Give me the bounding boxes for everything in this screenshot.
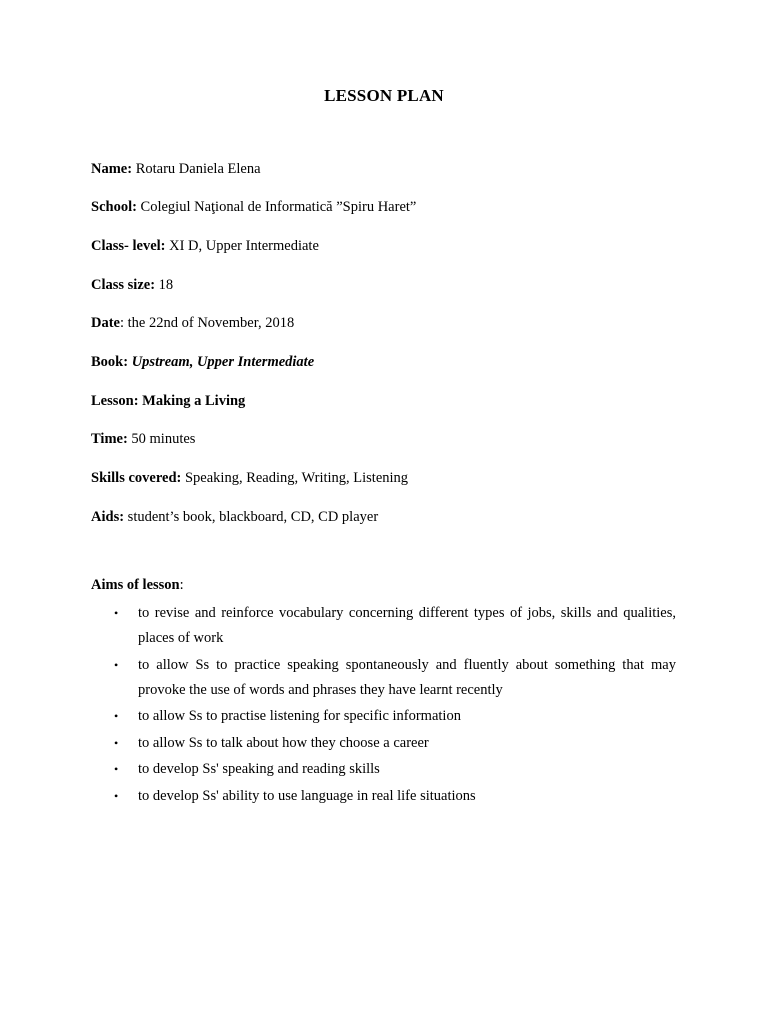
bullet-icon: • [114,788,119,803]
field-class-level-label: Class- level: [91,238,166,254]
field-school-value: Colegiul Naţional de Informatică ”Spiru Haret” [136,199,417,215]
field-class-size [91,276,173,294]
list-item [91,653,676,703]
field-name [91,160,261,178]
field-aids-label: Aids: [91,509,125,525]
bullet-icon: • [114,606,119,620]
field-date-label: Date [91,315,120,331]
aim-text: to develop Ss' speaking and reading skills [138,761,380,777]
field-date-value: : the 22nd of November, 2018 [120,315,295,331]
list-item [91,784,676,809]
aim-text: to allow Ss to talk about how they choose a career [138,734,429,751]
list-item [91,601,676,651]
aim-text: to allow Ss to practise listening for specific information [138,708,461,724]
list-item [91,731,676,756]
field-class-level-value: XI D, Upper Intermediate [165,238,319,254]
aims-heading-label: Aims of lesson [91,577,180,593]
field-school [91,198,416,216]
field-skills-label: Skills covered: [91,470,182,486]
field-time-label: Time: [91,431,128,447]
field-class-size-label: Class size: [91,277,156,293]
field-skills [91,469,408,487]
field-date [91,314,294,332]
field-skills-value: Speaking, Reading, Writing, Listening [181,470,409,486]
field-school-label: School: [91,199,137,215]
aims-heading [91,576,184,594]
field-book [91,353,314,371]
document-title: LESSON PLAN [324,86,444,105]
field-name-label: Name: [91,161,133,177]
field-aids [91,508,378,526]
field-time-value: 50 minutes [127,431,196,447]
aim-text: to develop Ss' ability to use language in real life situations [138,787,476,804]
field-book-value: Upstream, Upper Intermediate [128,354,315,370]
field-name-value: Rotaru Daniela Elena [132,161,261,177]
list-item [91,704,676,729]
field-class-size-value: 18 [155,277,174,293]
field-lesson [91,392,245,410]
list-item [91,757,676,782]
field-lesson-value: Making a Living [138,393,246,409]
field-class-level [91,237,319,255]
field-aids-value: student’s book, blackboard, CD, CD player [124,509,379,525]
bullet-icon: • [114,735,119,750]
bullet-icon: • [114,709,119,723]
bullet-icon: • [114,657,119,672]
field-time [91,430,195,448]
aim-text: to allow Ss to practice speaking spontaneously and fluently about something that may provoke the use of words and phrases they have learnt recently [138,656,676,698]
bullet-icon: • [114,762,119,776]
aims-list [91,601,676,810]
aims-heading-colon: : [179,577,184,593]
field-lesson-label: Lesson: [91,393,139,409]
aim-text: to revise and reinforce vocabulary concerning different types of jobs, skills and qualities, places of work [138,605,676,646]
field-book-label: Book: [91,354,129,370]
